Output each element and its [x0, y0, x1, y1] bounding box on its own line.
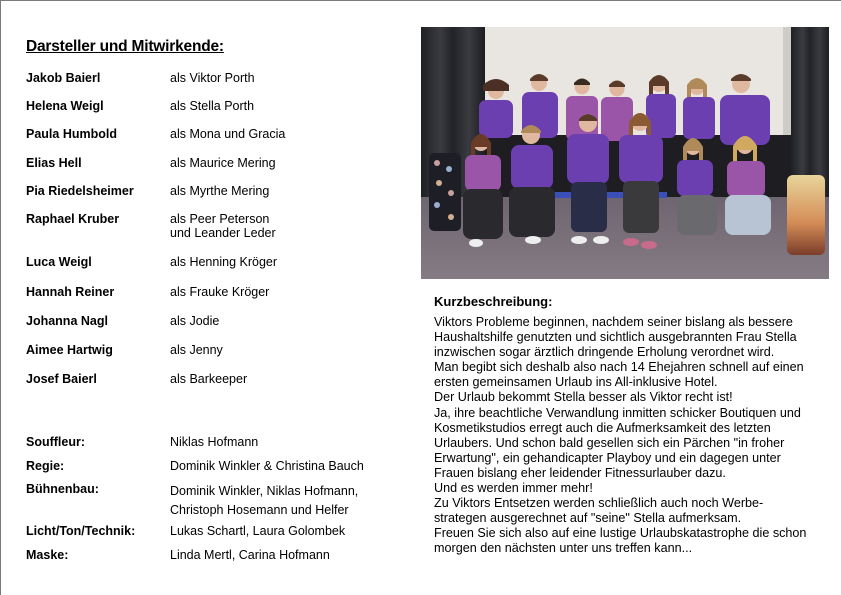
actor-role: als Henning Kröger	[170, 255, 278, 269]
crew-value: Linda Mertl, Carina Hofmann	[170, 548, 330, 562]
description-line: morgen den nächsten unter uns treffen kann...	[434, 541, 693, 556]
cast-group-photo	[421, 27, 829, 279]
description-line: inzwischen sogar ärztlich dringende Erholung verordnet wird.	[434, 345, 775, 360]
crew-label: Souffleur:	[26, 435, 86, 449]
crew-label: Maske:	[26, 548, 69, 562]
right-suitcase	[787, 175, 825, 255]
actor-name: Jakob Baierl	[26, 71, 101, 85]
actor-role: als Jenny	[170, 343, 223, 357]
description-line: strategen ausgerechnet auf "seine" Stella aufmerksam.	[434, 511, 742, 526]
actor-role: als Mona und Gracia	[170, 127, 286, 141]
actor-role: als Jodie	[170, 314, 220, 328]
description-line: Ja, ihre beachtliche Verwandlung inmitten schicker Boutiquen und	[434, 405, 801, 420]
actor-role: als Stella Porth	[170, 99, 255, 113]
left-suitcase	[429, 153, 461, 231]
actor-name: Paula Humbold	[26, 127, 117, 141]
description-line: Freuen Sie sich also auf eine lustige Urlaubskatastrophe die schon	[434, 526, 807, 541]
description-line: Urlaubers. Und schon bald gesellen sich ein Pärchen "in froher	[434, 435, 785, 450]
description-line: Der Urlaub bekommt Stella besser als Viktor recht ist!	[434, 390, 733, 405]
description-line: Viktors Probleme beginnen, nachdem seiner bislang als bessere	[434, 315, 793, 329]
crew-label: Regie:	[26, 459, 65, 473]
actor-role: als Barkeeper	[170, 372, 248, 386]
photo-illustration	[421, 27, 829, 279]
actor-name: Pia Riedelsheimer	[26, 184, 134, 198]
description-heading: Kurzbeschreibung:	[434, 294, 553, 309]
actor-name: Aimee Hartwig	[26, 343, 113, 357]
actor-name: Hannah Reiner	[26, 285, 115, 299]
description-line: Frauen bislang eher leidender Fitnessurlauber dazu.	[434, 465, 726, 480]
actor-name: Raphael Kruber	[26, 212, 120, 226]
actor-role: als Maurice Mering	[170, 156, 276, 170]
actor-role: als Myrthe Mering	[170, 184, 270, 198]
crew-value: Lukas Schartl, Laura Golombek	[170, 524, 346, 538]
actor-name: Elias Hell	[26, 156, 82, 170]
actor-role: als Frauke Kröger	[170, 285, 270, 299]
crew-value: Niklas Hofmann	[170, 435, 259, 449]
crew-value: Dominik Winkler & Christina Bauch	[170, 459, 364, 473]
crew-label: Bühnenbau:	[26, 482, 99, 496]
description-line: Man begibt sich deshalb also nach 14 Ehejahren schnell auf einen	[434, 360, 804, 375]
description-line: Erwartung", ein gehandicapter Playboy und ein dagegen unter	[434, 450, 781, 465]
crew-label: Licht/Ton/Technik:	[26, 524, 136, 538]
description-text	[434, 315, 834, 557]
actor-role: als Viktor Porth	[170, 71, 255, 85]
actor-name: Johanna Nagl	[26, 314, 108, 328]
description-line: Kosmetikstudios erregt auch die Aufmerksamkeit des letzten	[434, 420, 771, 435]
description-line: ersten gemeinsamen Urlaub ins All-inklusive Hotel.	[434, 375, 718, 390]
actor-name: Josef Baierl	[26, 372, 97, 386]
actor-role: als Peer Peterson und Leander Leder	[170, 212, 276, 240]
actor-name: Luca Weigl	[26, 255, 92, 269]
cast-heading: Darsteller und Mitwirkende:	[26, 38, 224, 55]
description-line: Haushaltshilfe genutzten und sichtlich ausgebrannten Frau Stella	[434, 330, 797, 345]
description-line: Zu Viktors Entsetzen werden schließlich auch noch Werbe-	[434, 496, 764, 511]
actor-name: Helena Weigl	[26, 99, 104, 113]
crew-value: Dominik Winkler, Niklas Hofmann, Christoph Hosemann und Helfer	[170, 484, 359, 517]
description-line: Und es werden immer mehr!	[434, 481, 593, 496]
